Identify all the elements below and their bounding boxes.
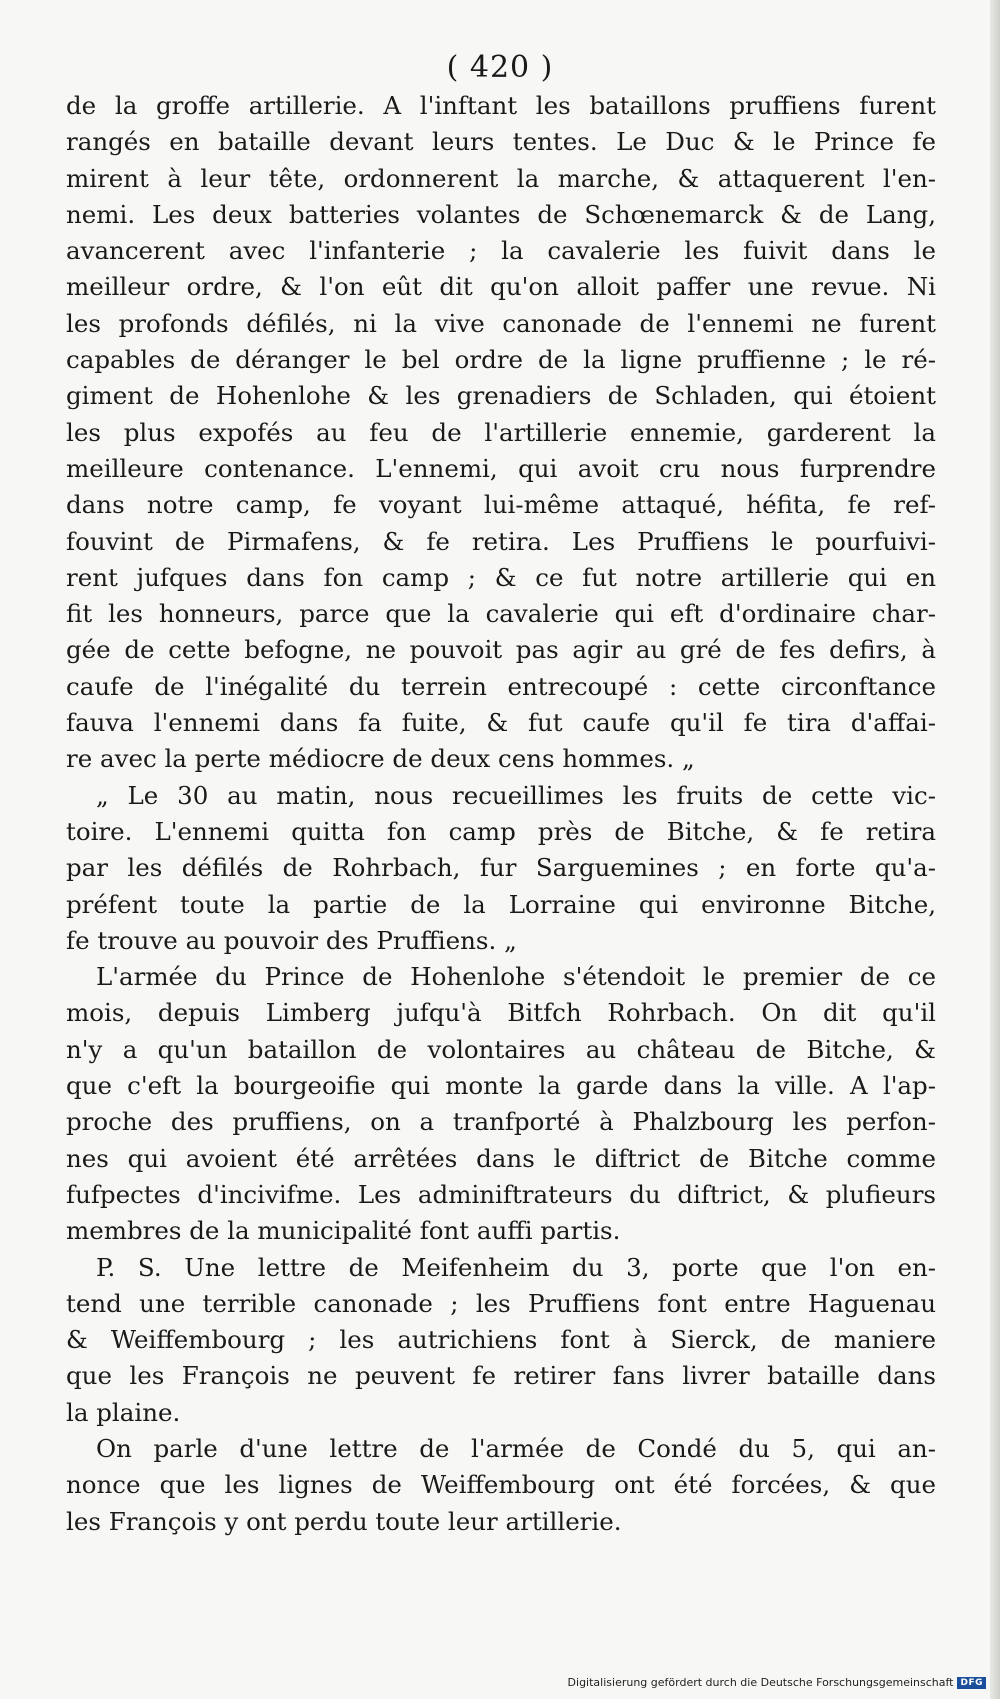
text-line: rangés en bataille devant leurs tentes. Le Duc & le Prince fe [66, 127, 936, 157]
text-line: par les défilés de Rohrbach, fur Sarguemines ; en forte qu'a- [66, 853, 936, 883]
text-line: nemi. Les deux batteries volantes de Schœnemarck & de Lang, [66, 199, 936, 229]
text-line: fe trouve au pouvoir des Pruffiens. „ [66, 925, 517, 955]
text-line: n'y a qu'un bataillon de volontaires au château de Bitche, & [66, 1034, 936, 1064]
text-line: & Weiffembourg ; les autrichiens font à Sierck, de maniere [66, 1325, 936, 1355]
body-text [66, 88, 936, 1540]
text-line: nonce que les lignes de Weiffembourg ont été forcées, & que [66, 1470, 936, 1500]
text-line: préfent toute la partie de la Lorraine qui environne Bitche, [66, 889, 936, 919]
page-number: ( 420 ) [446, 50, 554, 85]
text-line: dans notre camp, fe voyant lui-même attaqué, héfita, fe ref- [66, 490, 936, 520]
text-line: les François y ont perdu toute leur artillerie. [66, 1506, 622, 1536]
text-line: les profonds défilés, ni la vive canonade de l'ennemi ne furent [66, 308, 936, 338]
text-line: gée de cette befogne, ne pouvoit pas agir au gré de fes defirs, à [66, 635, 936, 665]
text-line: membres de la municipalité font auffi partis. [66, 1216, 621, 1246]
text-line: L'armée du Prince de Hohenlohe s'étendoit le premier de ce [96, 962, 936, 992]
text-line: de la groffe artillerie. A l'inftant les bataillons pruffiens furent [66, 91, 936, 120]
text-line: P. S. Une lettre de Meifenheim du 3, porte que l'on en- [96, 1252, 936, 1282]
text-line: capables de déranger le bel ordre de la ligne pruffienne ; le ré- [66, 345, 936, 375]
text-line: que c'eft la bourgeoifie qui monte la garde dans la ville. A l'ap- [66, 1071, 936, 1101]
text-line: toire. L'ennemi quitta fon camp près de Bitche, & fe retira [66, 816, 936, 846]
text-line: tend une terrible canonade ; les Pruffiens font entre Haguenau [66, 1288, 936, 1318]
dfg-logo: DFG [957, 1677, 986, 1689]
page-edge [990, 0, 1000, 1699]
text-line: rent jufques dans fon camp ; & ce fut notre artillerie qui en [66, 562, 936, 592]
text-line: avancerent avec l'infanterie ; la cavalerie les fuivit dans le [66, 236, 936, 266]
text-line: fouvint de Pirmafens, & fe retira. Les Pruffiens le pourfuivi- [66, 526, 936, 556]
text-line: nes qui avoient été arrêtées dans le diftrict de Bitche comme [66, 1143, 936, 1173]
text-line: proche des pruffiens, on a tranfporté à Phalzbourg les perfon- [66, 1107, 936, 1137]
text-line: la plaine. [66, 1397, 181, 1427]
text-line: „ Le 30 au matin, nous recueillimes les fruits de cette vic- [96, 780, 936, 810]
text-line: que les François ne peuvent fe retirer fans livrer bataille dans [66, 1361, 936, 1391]
text-line: meilleure contenance. L'ennemi, qui avoit cru nous furprendre [66, 453, 936, 483]
text-line: re avec la perte médiocre de deux cens hommes. „ [66, 744, 695, 774]
credit-text: Digitalisierung gefördert durch die Deutsche Forschungsgemeinschaft [567, 1676, 954, 1689]
text-line: On parle d'une lettre de l'armée de Condé du 5, qui an- [96, 1433, 936, 1463]
text-line: caufe de l'inégalité du terrein entrecoupé : cette circonftance [66, 671, 936, 701]
text-line: mirent à leur tête, ordonnerent la marche, & attaquerent l'en- [66, 163, 936, 193]
text-line: meilleur ordre, & l'on eût dit qu'on alloit paffer une revue. Ni [66, 272, 936, 302]
text-line: fufpectes d'incivifme. Les adminiftrateurs du diftrict, & plufieurs [66, 1179, 936, 1209]
digitization-credit [568, 1676, 986, 1689]
text-line: giment de Hohenlohe & les grenadiers de Schladen, qui étoient [66, 381, 936, 411]
text-line: mois, depuis Limberg jufqu'à Bitfch Rohrbach. On dit qu'il [66, 998, 936, 1028]
text-line: les plus expofés au feu de l'artillerie ennemie, garderent la [66, 417, 936, 447]
text-line: fit les honneurs, parce que la cavalerie qui eft d'ordinaire char- [66, 599, 936, 629]
text-line: fauva l'ennemi dans fa fuite, & fut caufe qu'il fe tira d'affai- [66, 708, 936, 738]
